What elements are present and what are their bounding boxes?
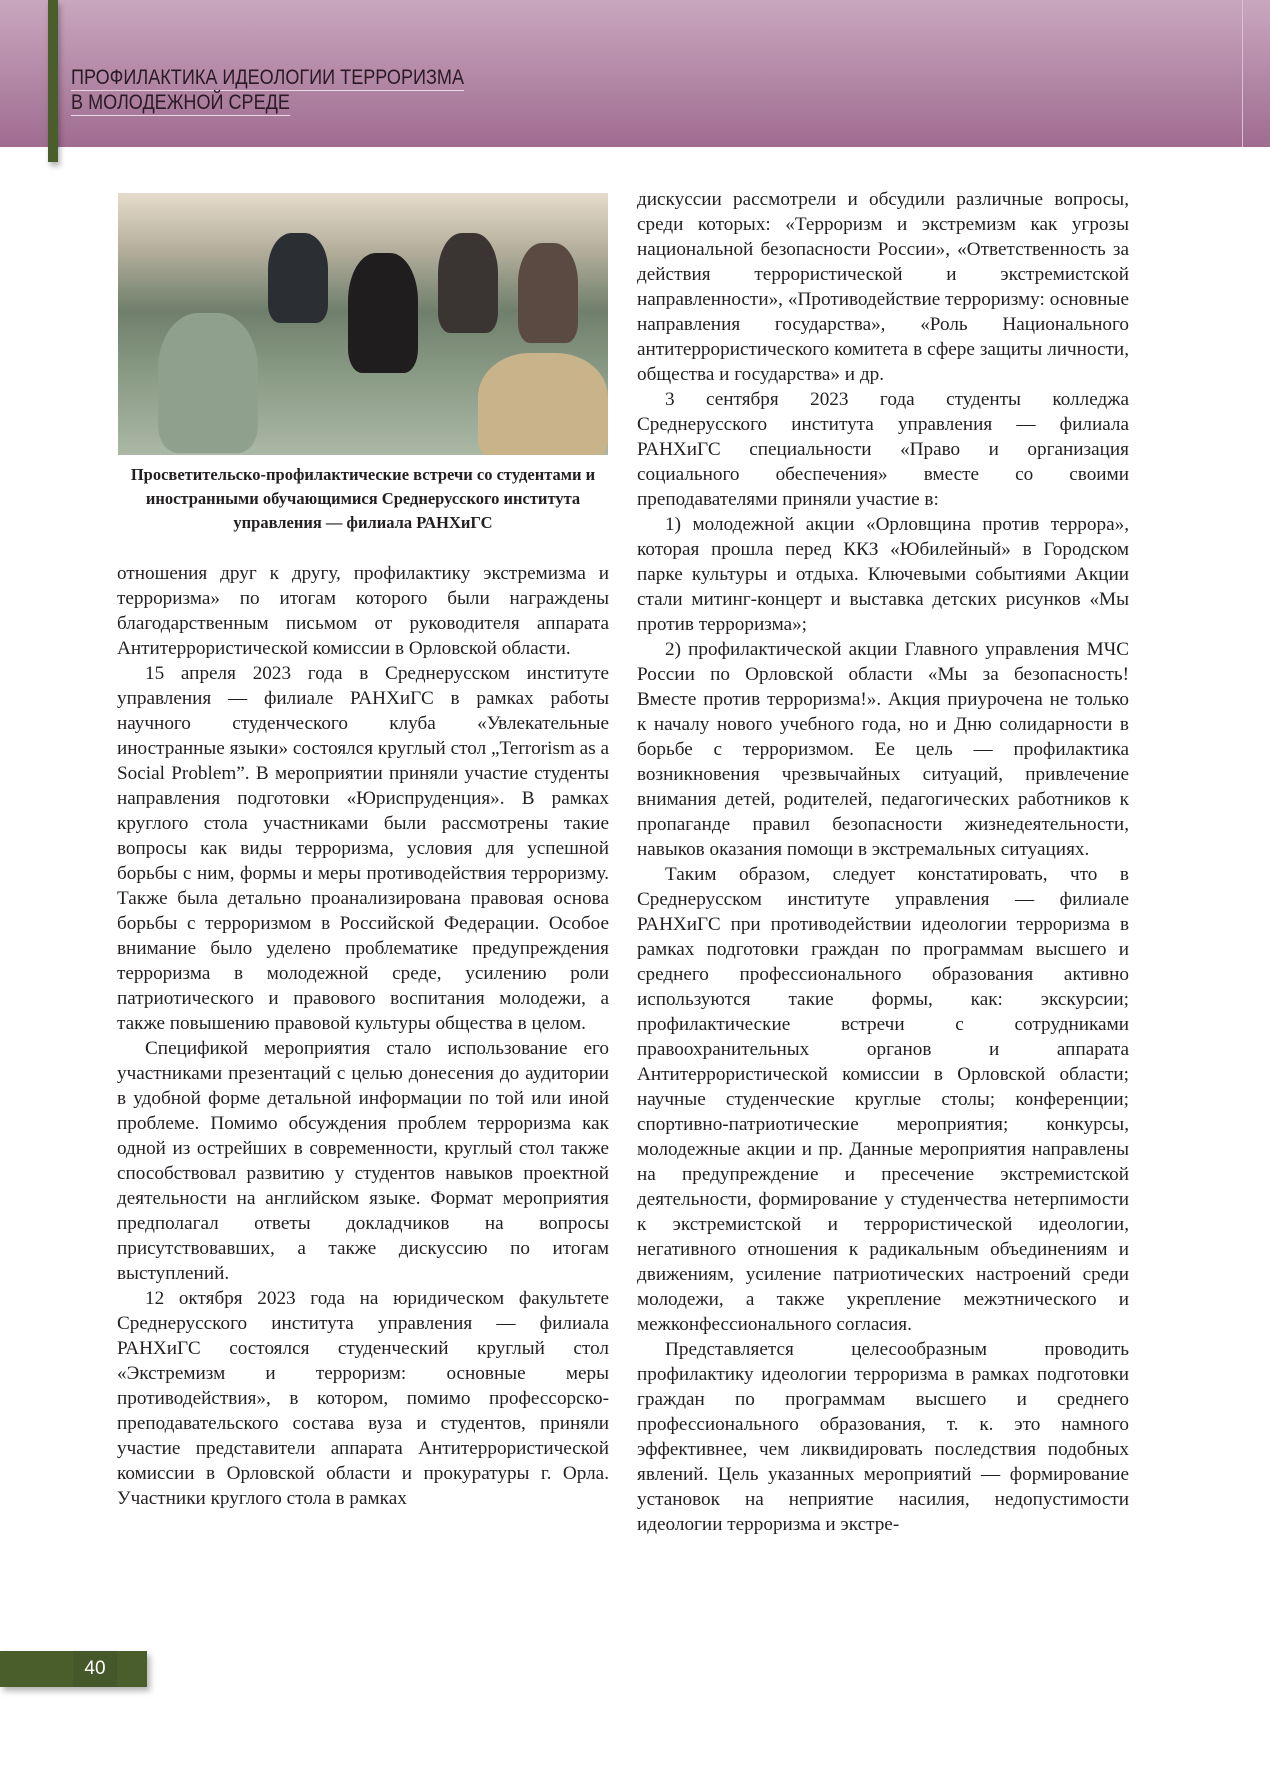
- paragraph: 12 октября 2023 года на юридическом факультете Среднерусского института управления — филиала РАНХиГС состоялся студенческий круглый стол «Экстремизм и терроризм: основные меры противодействия», в котором, помимо профессорско-преподавательского состава вуза и студентов, приняли участие представители аппарата Антитеррористической комиссии в Орловской области и прокуратуры г. Орла. Участники круглого стола в рамках: [117, 1288, 609, 1509]
- paragraph: Представляется целесообразным проводить профилактику идеологии терроризма в рамках подготовки граждан по программам высшего и среднего профессионального образования, т. к. это намного эффективнее, чем ликвидировать последствия подобных явлений. Цель указанных мероприятий — формирование установок на неприятие насилия, недопустимости идеологии терроризма и экстре-: [637, 1339, 1129, 1535]
- paragraph: 3 сентября 2023 года студенты колледжа Среднерусского института управления — филиала РАНХиГС специальности «Право и организация социального обеспечения» вместе со своими преподавателями приняли участие в:: [637, 389, 1129, 510]
- green-accent-bar: [48, 0, 58, 162]
- paragraph: Таким образом, следует констатировать, что в Среднерусском институте управления — филиале РАНХиГС при противодействии идеологии терроризма в рамках подготовки граждан по программам высшего и среднего профессионального образования активно используются такие формы, как: экскурсии; профилактические встречи с сотрудниками правоохранительных органов и аппарата Антитеррористической комиссии в Орловской области; научные студенческие круглые столы; конференции; спортивно-патриотические мероприятия; конкурсы, молодежные акции и пр. Данные мероприятия направлены на предупреждение и пресечение экстремистской деятельности, формирование у студенчества нетерпимости к экстремистской и террористической идеологии, негативного отношения к радикальным объединениям и движениям, усиление патриотических настроений среди молодежи, а также укрепление межэтнического и межконфессионального согласия.: [637, 864, 1129, 1335]
- paragraph: 1) молодежной акции «Орловщина против террора», которая прошла перед ККЗ «Юбилейный» в Городском парке культуры и отдыха. Ключевыми событиями Акции стали митинг-концерт и выставка детских рисунков «Мы против терроризма»;: [637, 514, 1129, 635]
- section-title-line-1: ПРОФИЛАКТИКА ИДЕОЛОГИИ ТЕРРОРИЗМА: [71, 66, 465, 89]
- section-title: [71, 66, 464, 116]
- left-column: [117, 561, 609, 1511]
- right-column: [637, 187, 1129, 1537]
- paragraph: 15 апреля 2023 года в Среднерусском институте управления — филиале РАНХиГС в рамках работы научного студенческого клуба «Увлекательные иностранные языки» состоялся круглый стол „Terrorism as a Social Problem”. В мероприятии приняли участие студенты направления подготовки «Юриспруденция». В рамках круглого стола участниками были рассмотрены такие вопросы как виды терроризма, условия для успешной борьбы с ним, формы и меры противодействия терроризму. Также была детально проанализирована правовая основа борьбы с терроризмом в Российской Федерации. Особое внимание было уделено проблематике предупреждения терроризма в молодежной среде, усилению роли патриотического и правового воспитания молодежи, а также повышению правовой культуры общества в целом.: [117, 663, 609, 1034]
- paragraph: 2) профилактической акции Главного управления МЧС России по Орловской области «Мы за безопасность! Вместе против терроризма!». Акция приурочена не только к началу нового учебного года, но и Дню солидарности в борьбе с терроризмом. Ее цель — профилактика возникновения чрезвычайных ситуаций, привлечение внимания детей, родителей, педагогических работников к пропаганде правил безопасности жизнедеятельности, навыков оказания помощи в экстремальных ситуациях.: [637, 639, 1129, 860]
- event-photo: [118, 193, 608, 455]
- page-number-tab: [0, 1651, 147, 1687]
- paragraph: отношения друг к другу, профилактику экстремизма и терроризма» по итогам которого были награждены благодарственным письмом от руководителя аппарата Антитеррористической комиссии в Орловской области.: [117, 563, 609, 659]
- photo-caption: Просветительско-профилактические встречи со студентами и иностранными обучающимися Среднерусского института управления — филиала РАНХиГС: [130, 465, 596, 532]
- header-divider: [1242, 0, 1243, 147]
- paragraph: Спецификой мероприятия стало использование его участниками презентаций с целью донесения до аудитории в удобной форме детальной информации по той или иной проблеме. Помимо обсуждения проблем терроризма как одной из острейших в современности, круглый стол также способствовал развитию у студентов навыков проектной деятельности на английском языке. Формат мероприятия предполагал ответы докладчиков на вопросы присутствовавших, а также дискуссию по итогам выступлений.: [117, 1038, 609, 1284]
- section-title-line-2: В МОЛОДЕЖНОЙ СРЕДЕ: [71, 91, 290, 114]
- page-number: 40: [73, 1651, 117, 1687]
- paragraph: дискуссии рассмотрели и обсудили различные вопросы, среди которых: «Терроризм и экстремизм как угрозы национальной безопасности России», «Ответственность за действия террористической и экстремистской направленности», «Противодействие терроризму: основные направления государства», «Роль Национального антитеррористического комитета в сфере защиты личности, общества и государства» и др.: [637, 189, 1129, 385]
